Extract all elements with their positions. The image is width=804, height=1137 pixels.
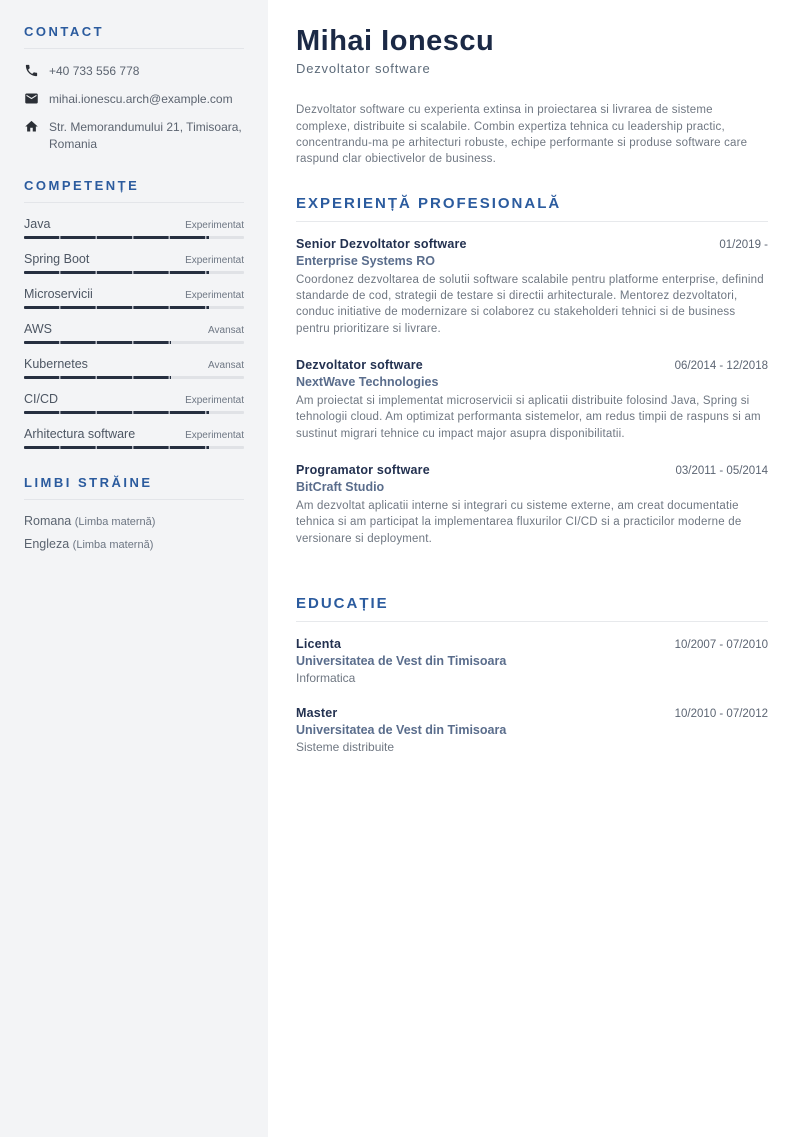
divider — [24, 499, 244, 500]
contact-email-row — [24, 91, 244, 107]
skill-row — [24, 357, 244, 379]
divider — [24, 202, 244, 203]
skill-level: Avansat — [208, 324, 244, 336]
skill-bar-fill — [24, 341, 171, 344]
skill-bar — [24, 341, 244, 344]
school-name: Universitatea de Vest din Timisoara — [296, 723, 507, 738]
skill-name: Arhitectura software — [24, 426, 136, 441]
skill-bar — [24, 271, 244, 274]
education-section — [296, 595, 768, 754]
skill-row — [24, 392, 244, 414]
summary-paragraph: Dezvoltator software cu experienta extinsa in proiectarea si livrarea de sisteme complexe, distribuite si scalabile. Combin expertiza tehnica cu leadership practic, concentrandu-ma pe arhitecturi robuste, echipe performante si produse software care raspund clar obiectivelor de business. — [296, 104, 748, 166]
experience-entry — [296, 463, 768, 547]
skill-bar-fill — [24, 306, 209, 309]
language-name: Romana — [24, 513, 72, 528]
education-entry — [296, 706, 768, 754]
skill-bar-fill — [24, 411, 209, 414]
experience-entry — [296, 358, 768, 442]
sidebar — [0, 0, 268, 1137]
skill-bar — [24, 411, 244, 414]
skill-name: AWS — [24, 321, 53, 336]
skill-bar — [24, 446, 244, 449]
job-description: Am proiectat si implementat microservicii si aplicatii distribuite folosind Java, Spring si tehnologii cloud. Am optimizat performanta sistemelor, am redus timpii de raspuns si am sustinut migrari tehnice cu impact major asupra disponibilitatii. — [296, 395, 761, 440]
degree-title: Master — [296, 706, 338, 721]
divider — [296, 221, 768, 222]
job-description: Am dezvoltat aplicatii interne si integrari cu sisteme externe, am creat documentatie tehnica si am participat la implementarea fluxurilor CI/CD si a practicilor moderne de versionare si deployment. — [296, 500, 742, 545]
skills-section — [24, 178, 244, 449]
contact-address-text: Str. Memorandumului 21, Timisoara, Romania — [49, 120, 242, 151]
contact-phone-text: +40 733 556 778 — [49, 64, 140, 78]
divider — [24, 48, 244, 49]
skill-level: Experimentat — [185, 394, 244, 406]
job-company: BitCraft Studio — [296, 480, 385, 495]
skill-row — [24, 252, 244, 274]
degree-title: Licenta — [296, 637, 342, 652]
language-note: (Limba maternă) — [74, 515, 156, 528]
skill-bar — [24, 306, 244, 309]
education-entry — [296, 637, 768, 685]
job-company: Enterprise Systems RO — [296, 253, 435, 268]
skill-name: Kubernetes — [24, 356, 88, 371]
skill-level: Experimentat — [185, 254, 244, 266]
skill-name: Microservicii — [24, 286, 93, 301]
skill-bar-fill — [24, 271, 209, 274]
contact-email-text: mihai.ionescu.arch@example.com — [49, 92, 233, 107]
experience-section — [296, 195, 768, 547]
person-job-title: Dezvoltator software — [296, 61, 431, 77]
skill-bar — [24, 236, 244, 239]
skills-section-title: COMPETENȚE — [24, 177, 140, 193]
job-title: Programator software — [296, 463, 430, 478]
skill-level: Experimentat — [185, 429, 244, 441]
school-name: Universitatea de Vest din Timisoara — [296, 654, 507, 669]
skill-bar-fill — [24, 236, 209, 239]
experience-entry — [296, 237, 768, 337]
field-of-study: Sisteme distribuite — [296, 740, 395, 755]
job-description: Coordonez dezvoltarea de solutii software scalabile pentru platforme enterprise, definind standarde de cod, strategii de testare si directii arhitecturale. Mentorez dezvoltatori, conduc initiative de modernizare si colaborez cu stakeholderi tehnici si de business pentru prioritizare si livrare. — [296, 273, 764, 335]
main-content — [268, 0, 804, 1137]
skill-row — [24, 427, 244, 449]
education-section-title: EDUCAȚIE — [296, 595, 389, 613]
skill-row — [24, 217, 244, 239]
skill-name: CI/CD — [24, 391, 59, 406]
job-dates: 01/2019 - — [719, 238, 768, 251]
languages-section-title: LIMBI STRĂINE — [24, 474, 153, 490]
skill-bar — [24, 376, 244, 379]
skill-name: Spring Boot — [24, 251, 90, 266]
skill-level: Experimentat — [185, 219, 244, 231]
phone-icon — [24, 63, 39, 78]
skill-level: Experimentat — [185, 289, 244, 301]
contact-section — [24, 24, 244, 152]
education-dates: 10/2007 - 07/2010 — [674, 639, 768, 652]
skill-bar-fill — [24, 446, 209, 449]
skill-bar-fill — [24, 376, 171, 379]
language-note: (Limba maternă) — [72, 538, 154, 551]
contact-address-row — [24, 119, 244, 151]
home-icon — [24, 119, 39, 134]
skill-level: Avansat — [208, 359, 244, 371]
language-row — [24, 514, 244, 528]
job-title: Dezvoltator software — [296, 358, 423, 373]
divider — [296, 621, 768, 622]
education-dates: 10/2010 - 07/2012 — [674, 708, 768, 721]
skill-row — [24, 287, 244, 309]
job-title: Senior Dezvoltator software — [296, 236, 467, 251]
field-of-study: Informatica — [296, 671, 356, 686]
job-company: NextWave Technologies — [296, 375, 439, 390]
contact-section-title: CONTACT — [24, 24, 105, 39]
contact-phone-row — [24, 63, 244, 79]
job-dates: 03/2011 - 05/2014 — [675, 465, 768, 478]
experience-section-title: EXPERIENȚĂ PROFESIONALĂ — [296, 194, 562, 212]
languages-section — [24, 475, 244, 551]
skill-row — [24, 322, 244, 344]
language-name: Engleza — [24, 536, 70, 551]
email-icon — [24, 91, 39, 106]
person-name: Mihai Ionescu — [296, 25, 495, 57]
language-row — [24, 537, 244, 551]
job-dates: 06/2014 - 12/2018 — [674, 360, 768, 373]
skill-name: Java — [24, 216, 51, 231]
